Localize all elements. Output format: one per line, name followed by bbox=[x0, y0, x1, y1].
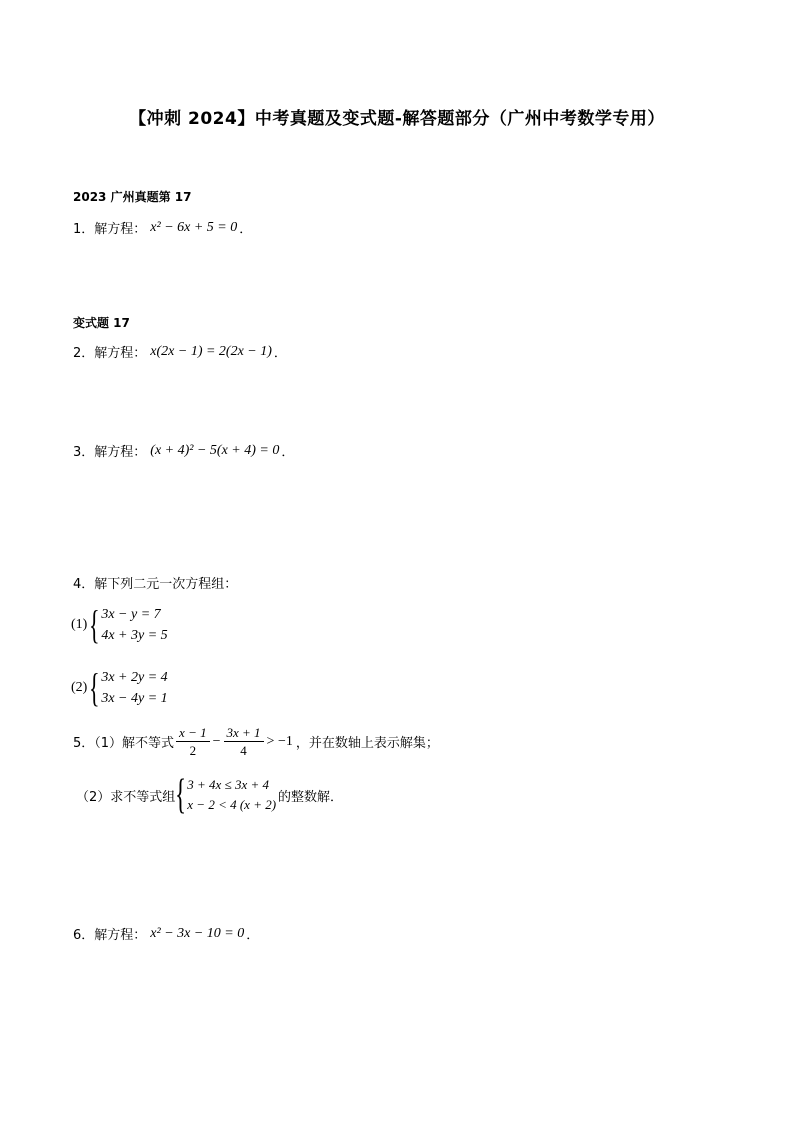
question-2-period: ． bbox=[273, 346, 287, 361]
brace-icon: { bbox=[89, 602, 100, 647]
question-1 bbox=[73, 218, 252, 237]
minus-sign: − bbox=[212, 733, 221, 749]
system-1-tag: (1) bbox=[71, 617, 88, 632]
system-2-equation-1: 3x + 2y = 4 bbox=[101, 670, 168, 685]
brace-icon: { bbox=[89, 665, 100, 710]
fraction-1-denominator: 2 bbox=[189, 743, 197, 758]
inequality-system-2: x − 2 < 4 (x + 2) bbox=[187, 797, 277, 812]
question-3-equation: (x + 4)² − 5(x + 4) = 0 bbox=[150, 442, 280, 458]
question-4-system-1 bbox=[71, 604, 168, 646]
inequality-rhs: > −1 bbox=[266, 733, 293, 749]
question-5-part-1 bbox=[73, 724, 439, 759]
section-heading-real-exam: 2023 广州真题第 17 bbox=[73, 190, 192, 204]
inequality-system-1: 3 + 4x ≤ 3x + 4 bbox=[187, 777, 270, 792]
section-heading-variant: 变式题 17 bbox=[73, 316, 130, 330]
question-5-part-1-tail: ，并在数轴上表示解集； bbox=[295, 736, 439, 751]
question-2-label: 2．解方程： bbox=[73, 346, 147, 361]
question-5-part-2 bbox=[76, 772, 344, 818]
fraction-2-denominator: 4 bbox=[240, 743, 247, 758]
question-1-equation: x² − 6x + 5 = 0 bbox=[150, 219, 238, 235]
fraction-2-numerator: 3x + 1 bbox=[224, 724, 264, 742]
question-4-label: 4．解下列二元一次方程组： bbox=[73, 577, 238, 592]
system-2-tag: (2) bbox=[71, 680, 88, 695]
system-1-equation-2: 4x + 3y = 5 bbox=[101, 628, 168, 643]
fraction-2 bbox=[224, 724, 264, 759]
question-5-part-2-label: （2）求不等式组 bbox=[76, 789, 176, 805]
system-1-equation-1: 3x − y = 7 bbox=[101, 607, 161, 622]
question-2 bbox=[73, 342, 287, 361]
question-6-equation: x² − 3x − 10 = 0 bbox=[150, 925, 245, 941]
question-3-label: 3．解方程： bbox=[73, 445, 147, 460]
system-2-equation-2: 3x − 4y = 1 bbox=[101, 691, 168, 706]
question-2-equation: x(2x − 1) = 2(2x − 1) bbox=[150, 343, 272, 359]
page-title: 【冲刺 2024】中考真题及变式题-解答题部分（广州中考数学专用） bbox=[129, 109, 665, 129]
question-6-period: ． bbox=[246, 928, 260, 943]
question-4-system-2 bbox=[71, 667, 168, 709]
question-5-part-2-tail: 的整数解． bbox=[278, 789, 344, 805]
question-1-label: 1．解方程： bbox=[73, 222, 147, 237]
fraction-1-numerator: x − 1 bbox=[176, 724, 210, 742]
question-3 bbox=[73, 441, 294, 460]
question-5-label: 5．（1）解不等式 bbox=[73, 736, 175, 751]
question-6-label: 6．解方程： bbox=[73, 928, 147, 943]
fraction-1 bbox=[176, 724, 210, 759]
question-1-period: ． bbox=[239, 222, 253, 237]
question-4 bbox=[73, 573, 237, 592]
question-6 bbox=[73, 924, 259, 943]
brace-icon: { bbox=[175, 772, 187, 818]
question-3-period: ． bbox=[281, 445, 295, 460]
